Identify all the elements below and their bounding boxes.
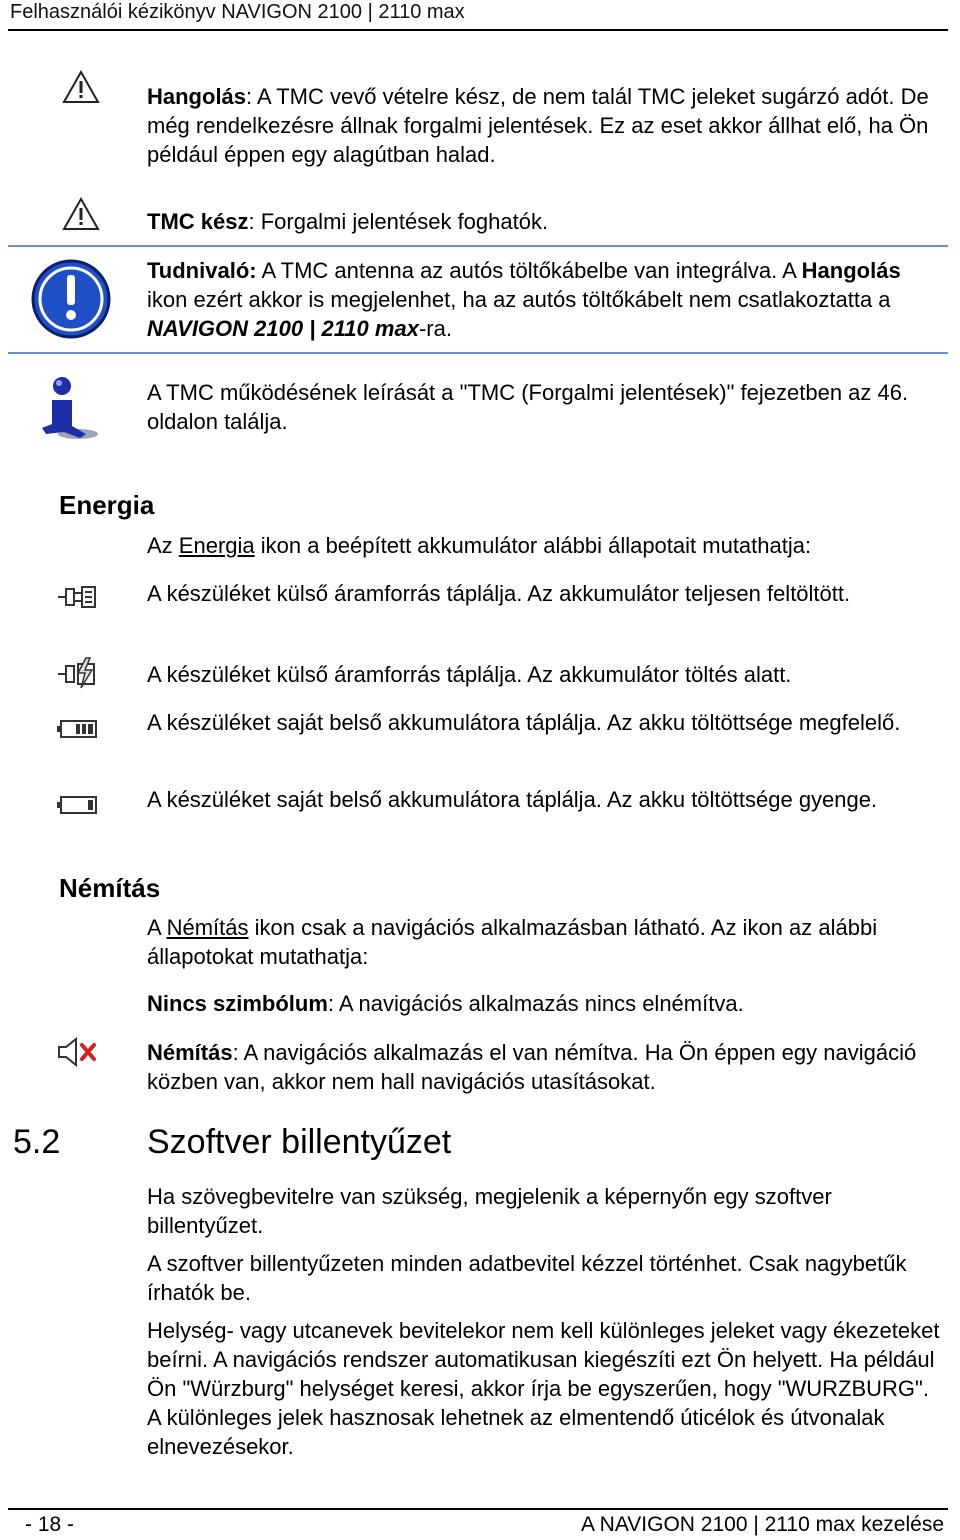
energia-intro: Az Energia ikon a beépített akkumulátor alábbi állapotait mutathatja: [147, 533, 812, 558]
energia-state: A készüléket saját belső akkumulátora táplálja. Az akku töltöttsége gyenge. [147, 787, 878, 812]
warning-triangle-icon [62, 197, 100, 231]
running-header: Felhasználói kézikönyv NAVIGON 2100 | 2110 max [10, 1, 465, 23]
battery-weak-icon [56, 794, 98, 816]
plug-full-icon [56, 584, 98, 610]
tmc-state-ready [147, 207, 947, 236]
header-rule [8, 29, 948, 31]
section-paragraph: Helység- vagy utcanevek bevitelekor nem kell különleges jeleket vagy ékezeteket beírni. A navigációs rendszer automatikusan kiegészíti ezt Ön helyett. Ha például Ön "Würzburg" helységet keresi, akkor írja be egyszerűen, hogy "WURZBURG". A különleges jelek hasznosak lehetnek az elmentendő úticélok és útvonalak elnevezésekor. [147, 1318, 940, 1459]
note-label: Tudnivaló: [147, 258, 257, 283]
energia-state: A készüléket külső áramforrás táplálja. Az akkumulátor töltés alatt. [147, 662, 792, 687]
footer-rule [8, 1508, 948, 1510]
tmc-state-label: TMC kész [147, 209, 249, 234]
energia-state: A készüléket külső áramforrás táplálja. Az akkumulátor teljesen feltöltött. [147, 581, 851, 606]
page-number: - 18 - [25, 1513, 75, 1536]
section-number: 5.2 [13, 1123, 61, 1161]
note-rule-top [8, 245, 948, 247]
nemitas-heading: Némítás [59, 873, 161, 903]
note-text: Tudnivaló: A TMC antenna az autós töltőkábelbe van integrálva. A Hangolás ikon ezért akkor is megjelenhet, ha az autós töltőkábelt nem csatlakoztatta a NAVIGON 2100 | 2110 max-ra. [147, 258, 901, 341]
note-rule-bottom [8, 352, 948, 354]
tmc-state-text: : A TMC vevő vételre kész, de nem talál TMC jeleket sugárzó adót. De még rendelkezésre állnak forgalmi jelentések. Ez az eset akkor állhat elő, ha Ön például éppen egy alagútban halad. [147, 84, 929, 167]
nemitas-link: Némítás [166, 915, 249, 940]
energia-state: A készüléket saját belső akkumulátora táplálja. Az akku töltöttsége megfelelő. [147, 710, 901, 735]
nemitas-state-none: Nincs szimbólum: A navigációs alkalmazás nincs elnémítva. [147, 991, 744, 1016]
plug-charging-icon [56, 656, 98, 690]
footer-title: A NAVIGON 2100 | 2110 max kezelése [580, 1513, 944, 1536]
energia-heading: Energia [59, 490, 155, 520]
tmc-state-label: Hangolás [147, 84, 247, 109]
info-text: A TMC működésének leírását a "TMC (Forgalmi jelentések)" fejezetben az 46. oldalon találja. [147, 380, 909, 434]
section-title: Szoftver billentyűzet [147, 1123, 452, 1161]
device-name: NAVIGON 2100 | 2110 max [147, 316, 419, 341]
tmc-state-text: : Forgalmi jelentések foghatók. [248, 209, 549, 234]
tmc-state-tuning [147, 82, 947, 169]
battery-good-icon [56, 718, 98, 740]
nemitas-intro: A Némítás ikon csak a navigációs alkalmazásban látható. Az ikon az alábbi állapotokat mutathatja: [147, 915, 878, 969]
speaker-muted-icon [56, 1036, 98, 1068]
section-paragraph: Ha szövegbevitelre van szükség, megjelenik a képernyőn egy szoftver billentyűzet. [147, 1184, 832, 1238]
info-person-icon [38, 374, 100, 442]
section-paragraph: A szoftver billentyűzeten minden adatbevitel kézzel történhet. Csak nagybetűk írhatók be. [147, 1251, 907, 1305]
energia-link: Energia [178, 533, 255, 558]
warning-triangle-icon [62, 70, 100, 104]
exclamation-icon [30, 258, 112, 340]
nemitas-state-muted: Némítás: A navigációs alkalmazás el van némítva. Ha Ön éppen egy navigáció közben van, akkor nem hall navigációs utasításokat. [147, 1040, 917, 1094]
